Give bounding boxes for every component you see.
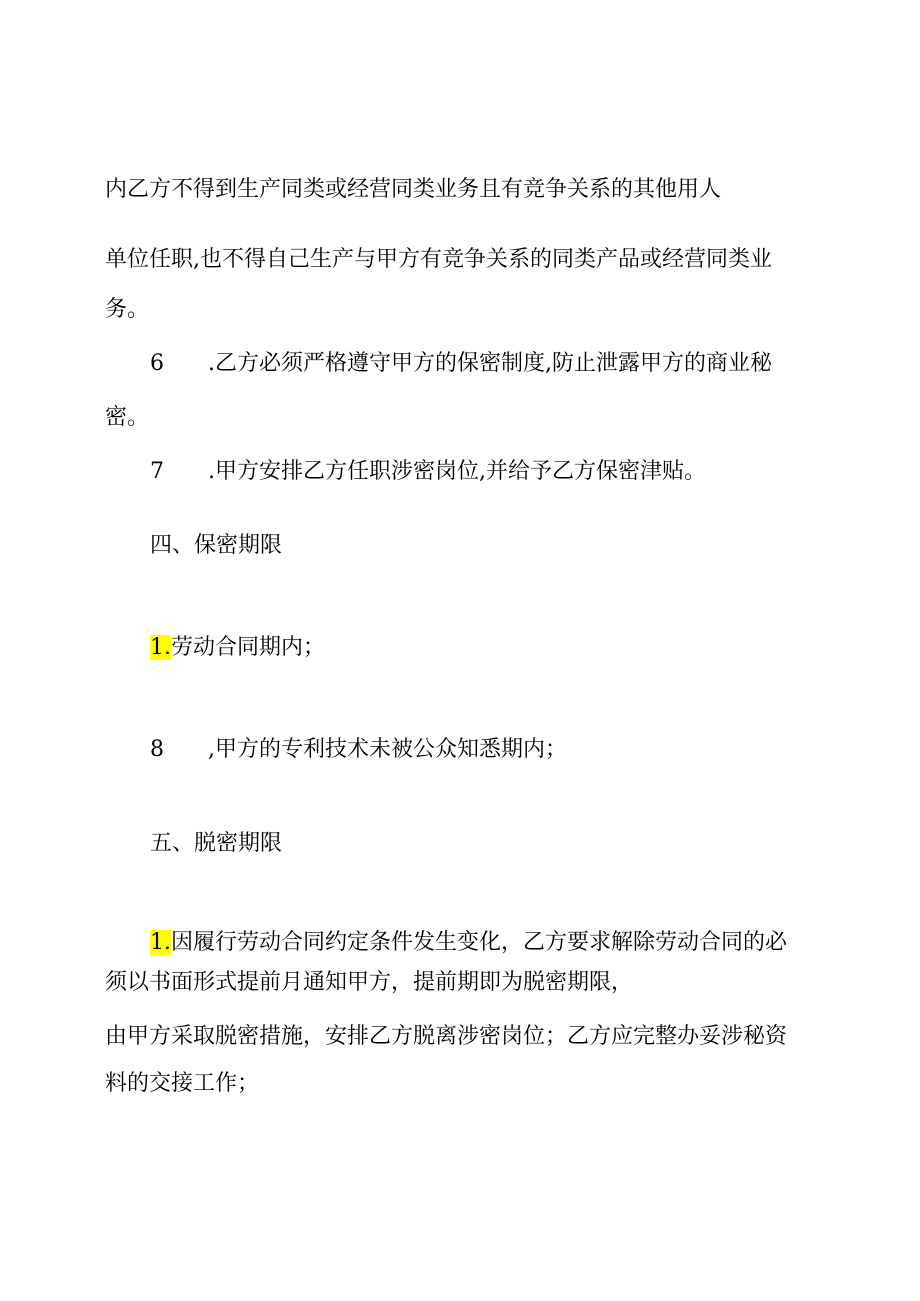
item-number: 7 bbox=[150, 459, 164, 484]
list-item-text: 劳动合同期内； bbox=[171, 635, 326, 660]
paragraph-line: ,甲方的专利技术未被公众知悉期内； bbox=[208, 737, 567, 762]
list-item bbox=[150, 928, 787, 958]
paragraph-line: 务。 bbox=[105, 297, 150, 322]
highlighted-number: 1. bbox=[150, 635, 171, 660]
paragraph-line: 内乙方不得到生产同类或经营同类业务且有竞争关系的其他用人 bbox=[105, 177, 722, 202]
list-item-text: 因履行劳动合同约定条件发生变化，乙方要求解除劳动合同的必 bbox=[171, 930, 788, 955]
item-number: 6 bbox=[150, 351, 164, 376]
paragraph-line: .甲方安排乙方任职涉密岗位,并给予乙方保密津贴。 bbox=[208, 459, 706, 484]
paragraph-line: 由甲方采取脱密措施，安排乙方脱离涉密岗位；乙方应完整办妥涉秘资 bbox=[105, 1024, 788, 1049]
paragraph-line: 须以书面形式提前月通知甲方，提前期即为脱密期限， bbox=[105, 970, 634, 995]
paragraph-line: 密。 bbox=[105, 405, 150, 430]
highlighted-number: 1. bbox=[150, 930, 171, 955]
paragraph-line: .乙方必须严格遵守甲方的保密制度,防止泄露甲方的商业秘 bbox=[208, 351, 772, 376]
paragraph-line: 单位任职,也不得自己生产与甲方有竞争关系的同类产品或经营同类业 bbox=[105, 247, 772, 272]
section-heading: 四、保密期限 bbox=[150, 533, 283, 558]
section-heading: 五、脱密期限 bbox=[150, 831, 283, 856]
item-number: 8 bbox=[150, 737, 164, 762]
list-item bbox=[150, 633, 325, 663]
paragraph-line: 料的交接工作； bbox=[105, 1071, 260, 1096]
